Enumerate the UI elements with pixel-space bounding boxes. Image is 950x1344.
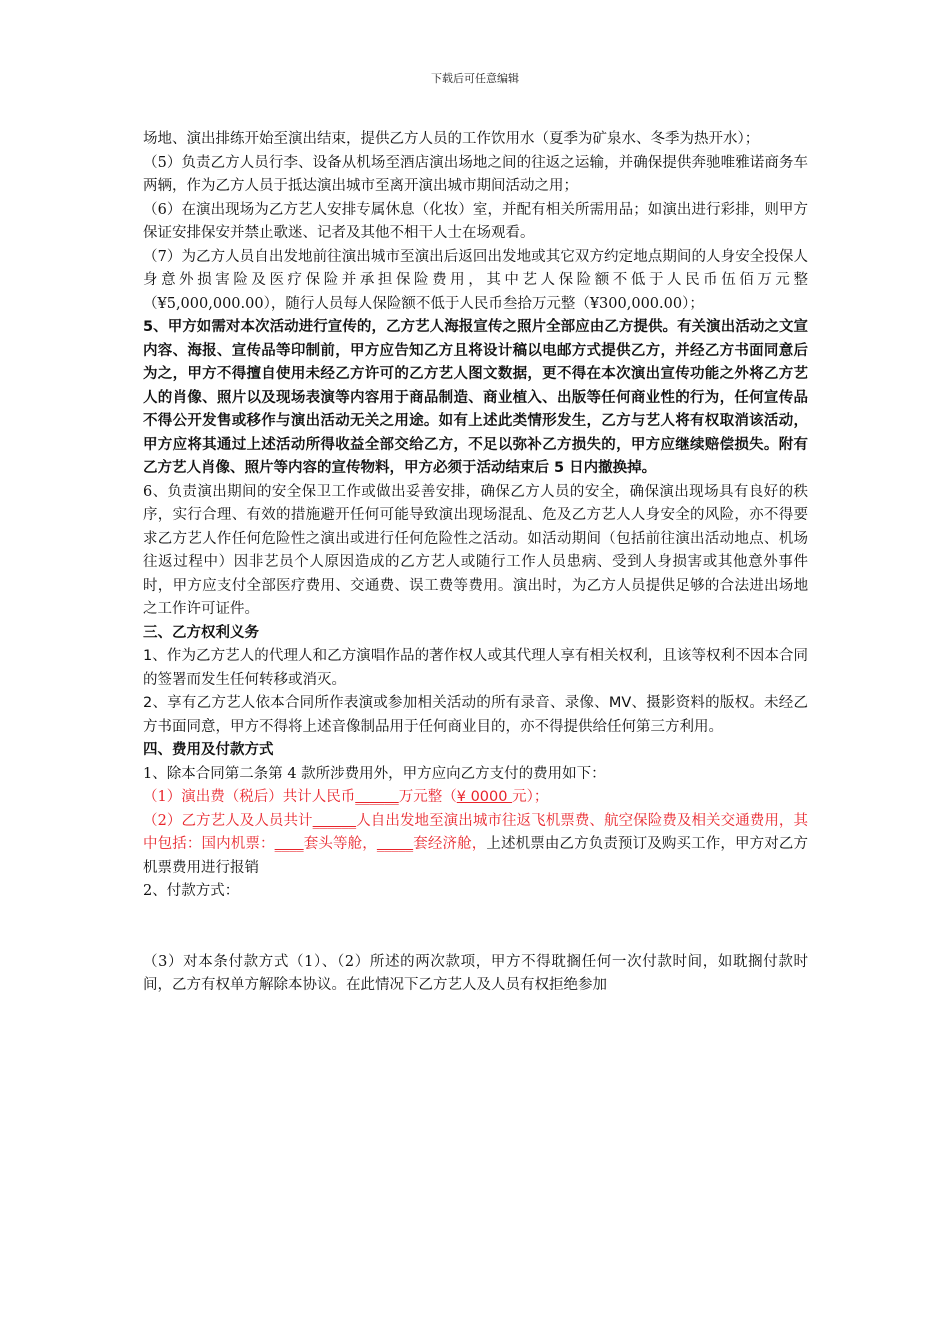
paragraph-fee-performance: （1）演出费（税后）共计人民币______万元整（¥ 0000 元）； — [143, 789, 549, 805]
paragraph-fee-travel: （2）乙方艺人及人员共计______人自出发地至演出城市往返飞机票费、航空保险费及相关交通费用，其中包括：国内机票：____套头等舱，_____套经济舱，上述机票由乙方负责预订及购买工作，甲方对乙方机票费用进行报销 — [143, 812, 808, 876]
paragraph-water: 场地、演出排练开始至演出结束，提供乙方人员的工作饮用水（夏季为矿泉水、冬季为热开水）； — [143, 131, 760, 147]
paragraph-payment-method: 2、付款方式： — [143, 883, 240, 899]
section-heading-3: 三、乙方权利义务 — [143, 624, 259, 641]
paragraph-clause-5: 5、甲方如需对本次活动进行宣传的，乙方艺人海报宣传之照片全部应由乙方提供。有关演出活动之文宣内容、海报、宣传品等印制前，甲方应告知乙方且将设计稿以电邮方式提供乙方，并经乙方书面同意后为之，甲方不得擅自使用未经乙方许可的乙方艺人图文数据，更不得在本次演出宣传功能之外将乙方艺人的肖像、照片以及现场表演等内容用于商品制造、商业植入、出版等任何商业性的行为，任何宣传品不得公开发售或移作与演出活动无关之用途。如有上述此类情形发生，乙方与艺人将有权取消该活动，甲方应将其通过上述活动所得收益全部交给乙方，不足以弥补乙方损失的，甲方应继续赔偿损失。附有乙方艺人肖像、照片等内容的宣传物料，甲方必须于活动结束后 5 日内撤换掉。 — [143, 319, 808, 476]
paragraph-rights-1: 1、作为乙方艺人的代理人和乙方演唱作品的著作权人或其代理人享有相关权利，且该等权利不因本合同的签署而发生任何转移或消灭。 — [143, 648, 808, 688]
paragraph-payment-3: （3）对本条付款方式（1）、（2）所述的两次款项，甲方不得耽搁任何一次付款时间，如耽搁付款时间，乙方有权单方解除本协议。在此情况下乙方艺人及人员有权拒绝参加 — [143, 953, 808, 993]
blank-gap — [143, 904, 808, 951]
paragraph-clause-6: 6、负责演出期间的安全保卫工作或做出妥善安排，确保乙方人员的安全，确保演出现场具有良好的秩序，实行合理、有效的措施避开任何可能导致演出现场混乱、危及乙方艺人人身安全的风险，亦不得要求乙方艺人作任何危险性之演出或进行任何危险性之活动。如活动期间（包括前往演出活动地点、机场往返过程中）因非艺员个人原因造成的乙方艺人或随行工作人员患病、受到人身损害或其他意外事件时，甲方应支付全部医疗费用、交通费、误工费等费用。演出时，为乙方人员提供足够的合法进出场地之工作许可证件。 — [143, 483, 809, 617]
section-heading-4: 四、费用及付款方式 — [143, 742, 274, 758]
page-header: 下载后可任意编辑 — [431, 72, 519, 85]
paragraph-item-5: （5）负责乙方人员行李、设备从机场至酒店演出场地之间的往返之运输，并确保提供奔驰唯雅诺商务车两辆，作为乙方人员于抵达演出城市至离开演出城市期间活动之用； — [143, 154, 809, 194]
paragraph-rights-2: 2、享有乙方艺人依本合同所作表演或参加相关活动的所有录音、录像、MV、摄影资料的版权。未经乙方书面同意，甲方不得将上述音像制品用于任何商业目的，亦不得提供给任何第三方利用。 — [143, 695, 808, 735]
paragraph-fees-1: 1、除本合同第二条第 4 款所涉费用外，甲方应向乙方支付的费用如下： — [143, 765, 606, 782]
paragraph-item-6: （6）在演出现场为乙方艺人安排专属休息（化妆）室，并配有相关所需用品；如演出进行彩排，则甲方保证安排保安并禁止歌迷、记者及其他不相干人士在场观看。 — [143, 201, 809, 241]
paragraph-item-7: （7）为乙方人员自出发地前往演出城市至演出后返回出发地或其它双方约定地点期间的人身安全投保人身意外损害险及医疗保险并承担保险费用，其中艺人保险额不低于人民币伍佰万元整（¥5,000,000.00），随行人员每人保险额不低于人民币叁拾万元整（¥300,000.00）； — [143, 248, 808, 312]
document-body — [143, 128, 808, 998]
